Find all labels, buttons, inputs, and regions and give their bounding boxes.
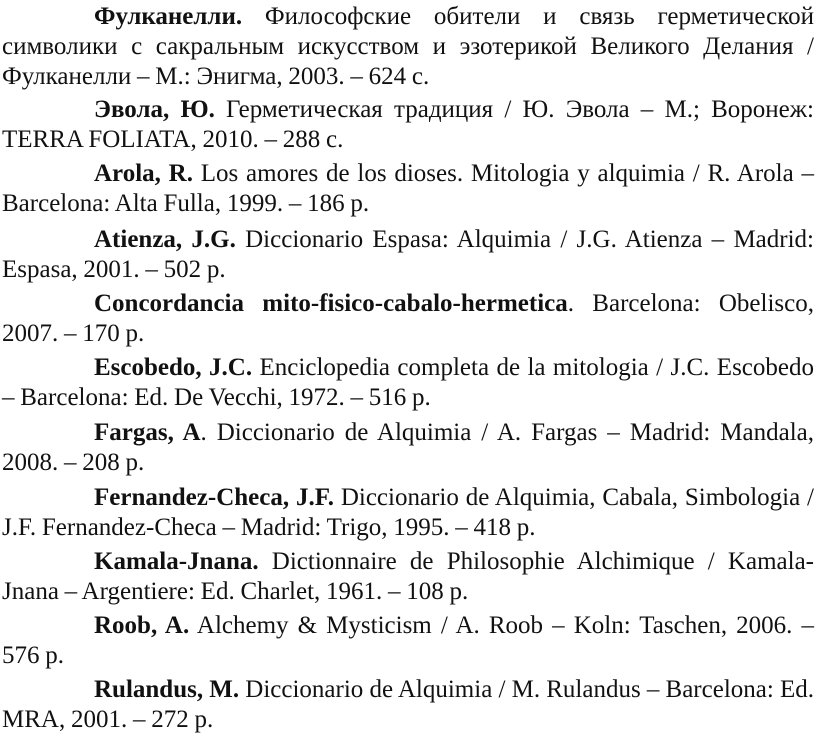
entry-author: Escobedo, J.C.	[94, 354, 253, 381]
entry-author: Kamala-Jnana.	[94, 548, 259, 575]
entry-text: Философские обители и связь герметической символики с сакральным искусством и эзотерикой Великого Делания / Фулканелли – М.: Энигма, 2003. – 624 с.	[2, 3, 814, 90]
entry-text: Герметическая традиция / Ю. Эвола – М.; Воронеж: TERRA FOLIATA, 2010. – 288 с.	[2, 96, 814, 153]
entry-author: Roob, A.	[94, 612, 190, 639]
entry-text: Dictionnaire de Philosophie Alchimique / Kamala-Jnana – Argentiere: Ed. Charlet, 1961. – 108 p.	[2, 548, 814, 605]
bibliography-entry	[2, 95, 814, 155]
entry-author: Rulandus, M.	[94, 676, 240, 703]
bibliography-entry	[2, 483, 814, 543]
entry-text: Diccionario Espasa: Alquimia / J.G. Atienza – Madrid: Espasa, 2001. – 502 p.	[2, 226, 814, 283]
bibliography-entry	[2, 289, 814, 349]
entry-author: Fernandez-Checa, J.F.	[94, 484, 334, 511]
bibliography-entry	[2, 353, 814, 413]
bibliography-entry	[2, 611, 814, 671]
entry-author: Arola, R.	[94, 160, 193, 187]
bibliography-entry	[2, 675, 814, 735]
entry-author: Эвола, Ю.	[94, 96, 215, 123]
entry-text: Diccionario de Alquimia / M. Rulandus – Barcelona: Ed. MRA, 2001. – 272 p.	[2, 676, 814, 733]
entry-text: Los amores de los dioses. Mitologia y alquimia / R. Arola – Barcelona: Alta Fulla, 1999. – 186 p.	[2, 160, 814, 217]
bibliography-entry	[2, 159, 814, 219]
bibliography-entry	[2, 418, 814, 478]
entry-text: Alchemy & Mysticism / A. Roob – Koln: Taschen, 2006. – 576 p.	[2, 612, 814, 669]
entry-text: Enciclopedia completa de la mitologia / J.C. Escobedo – Barcelona: Ed. De Vecchi, 1972. – 516 p.	[2, 354, 814, 411]
bibliography-entry	[2, 547, 814, 607]
entry-author: Fargas, A	[94, 419, 201, 446]
bibliography-entry	[2, 225, 814, 285]
bibliography-entry	[2, 2, 814, 92]
entry-text: . Barcelona: Obelisco, 2007. – 170 p.	[2, 290, 814, 347]
entry-text: . Diccionario de Alquimia / A. Fargas – Madrid: Mandala, 2008. – 208 p.	[2, 419, 814, 476]
entry-author: Фулканелли.	[94, 3, 243, 30]
entry-text: Diccionario de Alquimia, Cabala, Simbologia / J.F. Fernandez-Checa – Madrid: Trigo, 1995. – 418 p.	[2, 484, 814, 541]
entry-author: Concordancia mito-fisico-cabalo-hermetica	[94, 290, 568, 317]
entry-author: Atienza, J.G.	[94, 226, 236, 253]
